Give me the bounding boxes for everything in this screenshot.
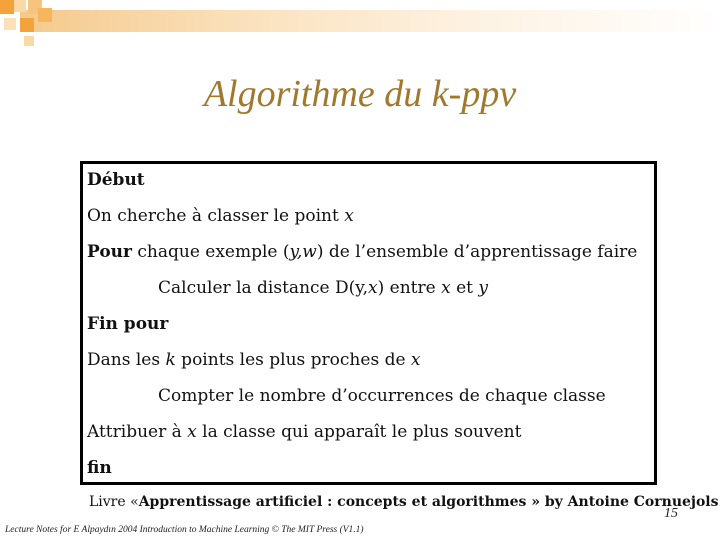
decor-square-light [4,18,16,30]
decor-square-light [24,36,34,46]
algo-text: la classe qui apparaît le plus souvent [196,422,522,442]
decor-square-orange [0,0,14,14]
algo-line-debut: Début [87,170,145,190]
algo-text: Attribuer à [87,422,188,442]
algo-text: Calculer la distance D(y, [158,278,369,298]
decor-square-light [14,0,26,12]
reference-book: Apprentissage artificiel : concepts et algorithmes » by Antoine Cornuejols [138,494,719,510]
var-x: x [368,278,378,298]
algo-text: chaque exemple ( [131,242,290,262]
var-yw: y,w [289,242,317,262]
var-x: x [187,422,197,442]
algo-line-pour [87,242,637,262]
algo-line-classify [87,206,354,226]
algo-text: Dans les [87,350,166,370]
var-x: x [410,350,421,370]
algo-text: ) de l’ensemble d’apprentissage faire [316,242,638,262]
book-reference [89,494,719,510]
decor-square-orange [38,8,52,22]
algo-text: On cherche à classer le point [87,206,345,226]
algo-line-neighbors [87,350,421,370]
reference-prefix: Livre « [89,494,139,510]
header-gradient-bar [20,10,720,32]
slide-title: Algorithme du k-ppv [203,73,517,115]
algo-text: ) entre [377,278,442,298]
var-x: x [344,206,354,226]
var-y: y [478,278,488,298]
var-k: k [165,350,176,370]
var-x: x [441,278,451,298]
algo-line-fin-pour: Fin pour [87,314,169,334]
algo-line-fin: fin [87,458,112,478]
decor-square-orange [20,18,34,32]
algo-text: points les plus proches de [175,350,411,370]
page-number: 15 [664,506,678,521]
algo-line-distance [158,278,488,298]
algo-line-assign [87,422,521,442]
algorithm-box [80,161,657,485]
keyword-pour: Pour [87,242,132,262]
algo-line-count: Compter le nombre d’occurrences de chaque classe [158,386,606,406]
footer-note: Lecture Notes for E Alpaydın 2004 Introduction to Machine Learning © The MIT Press (V1.1) [5,525,364,535]
algo-text: et [450,278,479,298]
